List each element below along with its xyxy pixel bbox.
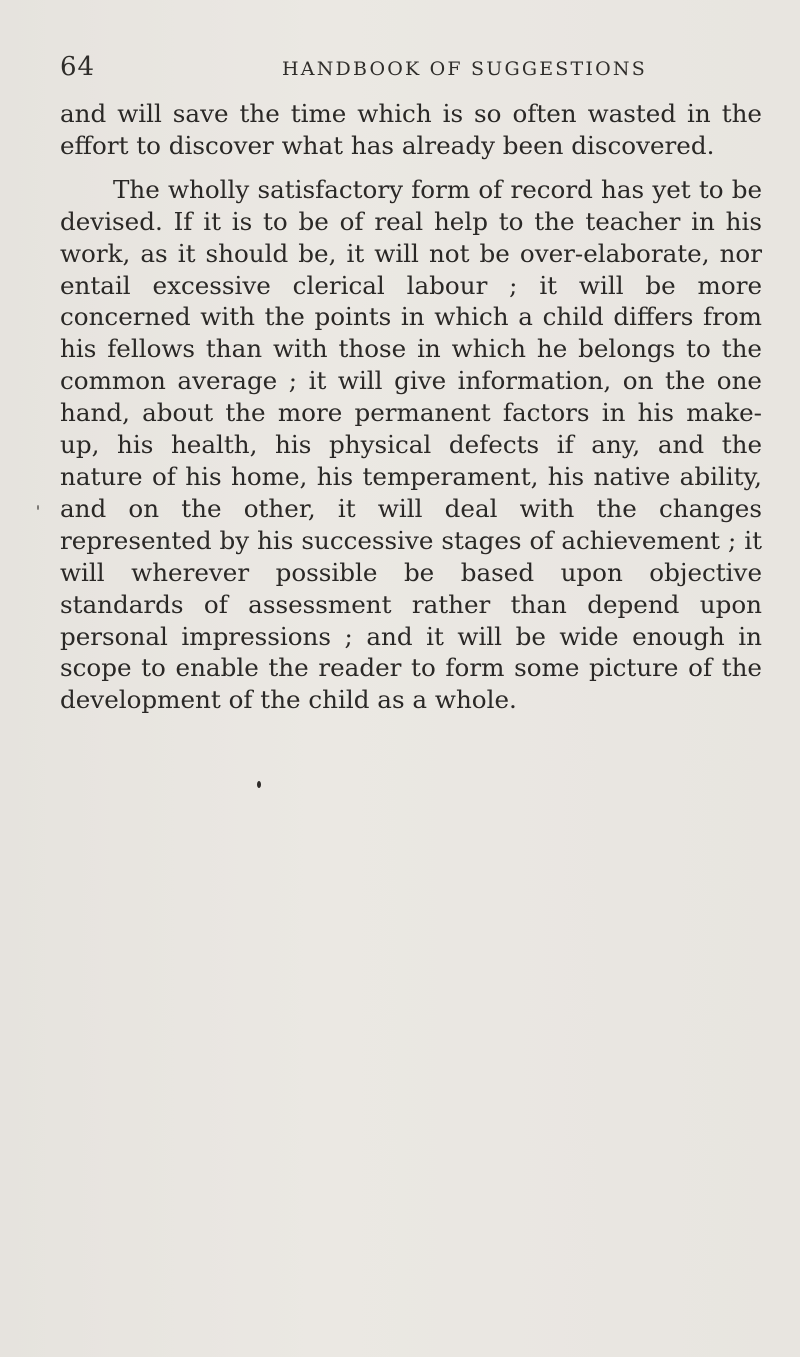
- ink-speck: [37, 505, 39, 510]
- body-text: [60, 98, 762, 716]
- running-head: HANDBOOK OF SUGGESTIONS: [282, 58, 647, 80]
- paragraph-record: The wholly satisfactory form of record has yet to be devised. If it is to be of real help to the teacher in his work, as it should be, it will not be over-elaborate, nor entail excessive clerical labour ; it will be more concerned with the points in which a child differs from his fellows than with those in which he belongs to the common average ; it will give information, on the one hand, about the more permanent factors in his make-up, his health, his physical defects if any, and the nature of his home, his temperament, his native ability, and on the other, it will deal with the changes represented by his successive stages of achievement ; it will wherever possible be based upon objective standards of assessment rather than depend upon personal impressions ; and it will be wide enough in scope to enable the reader to form some picture of the development of the child as a whole.: [60, 174, 762, 715]
- page-number: 64: [60, 52, 96, 82]
- page-header: [60, 52, 750, 92]
- paragraph-continuation: and will save the time which is so often wasted in the effort to discover what has already been discovered.: [60, 99, 762, 160]
- ink-speck: [257, 781, 261, 788]
